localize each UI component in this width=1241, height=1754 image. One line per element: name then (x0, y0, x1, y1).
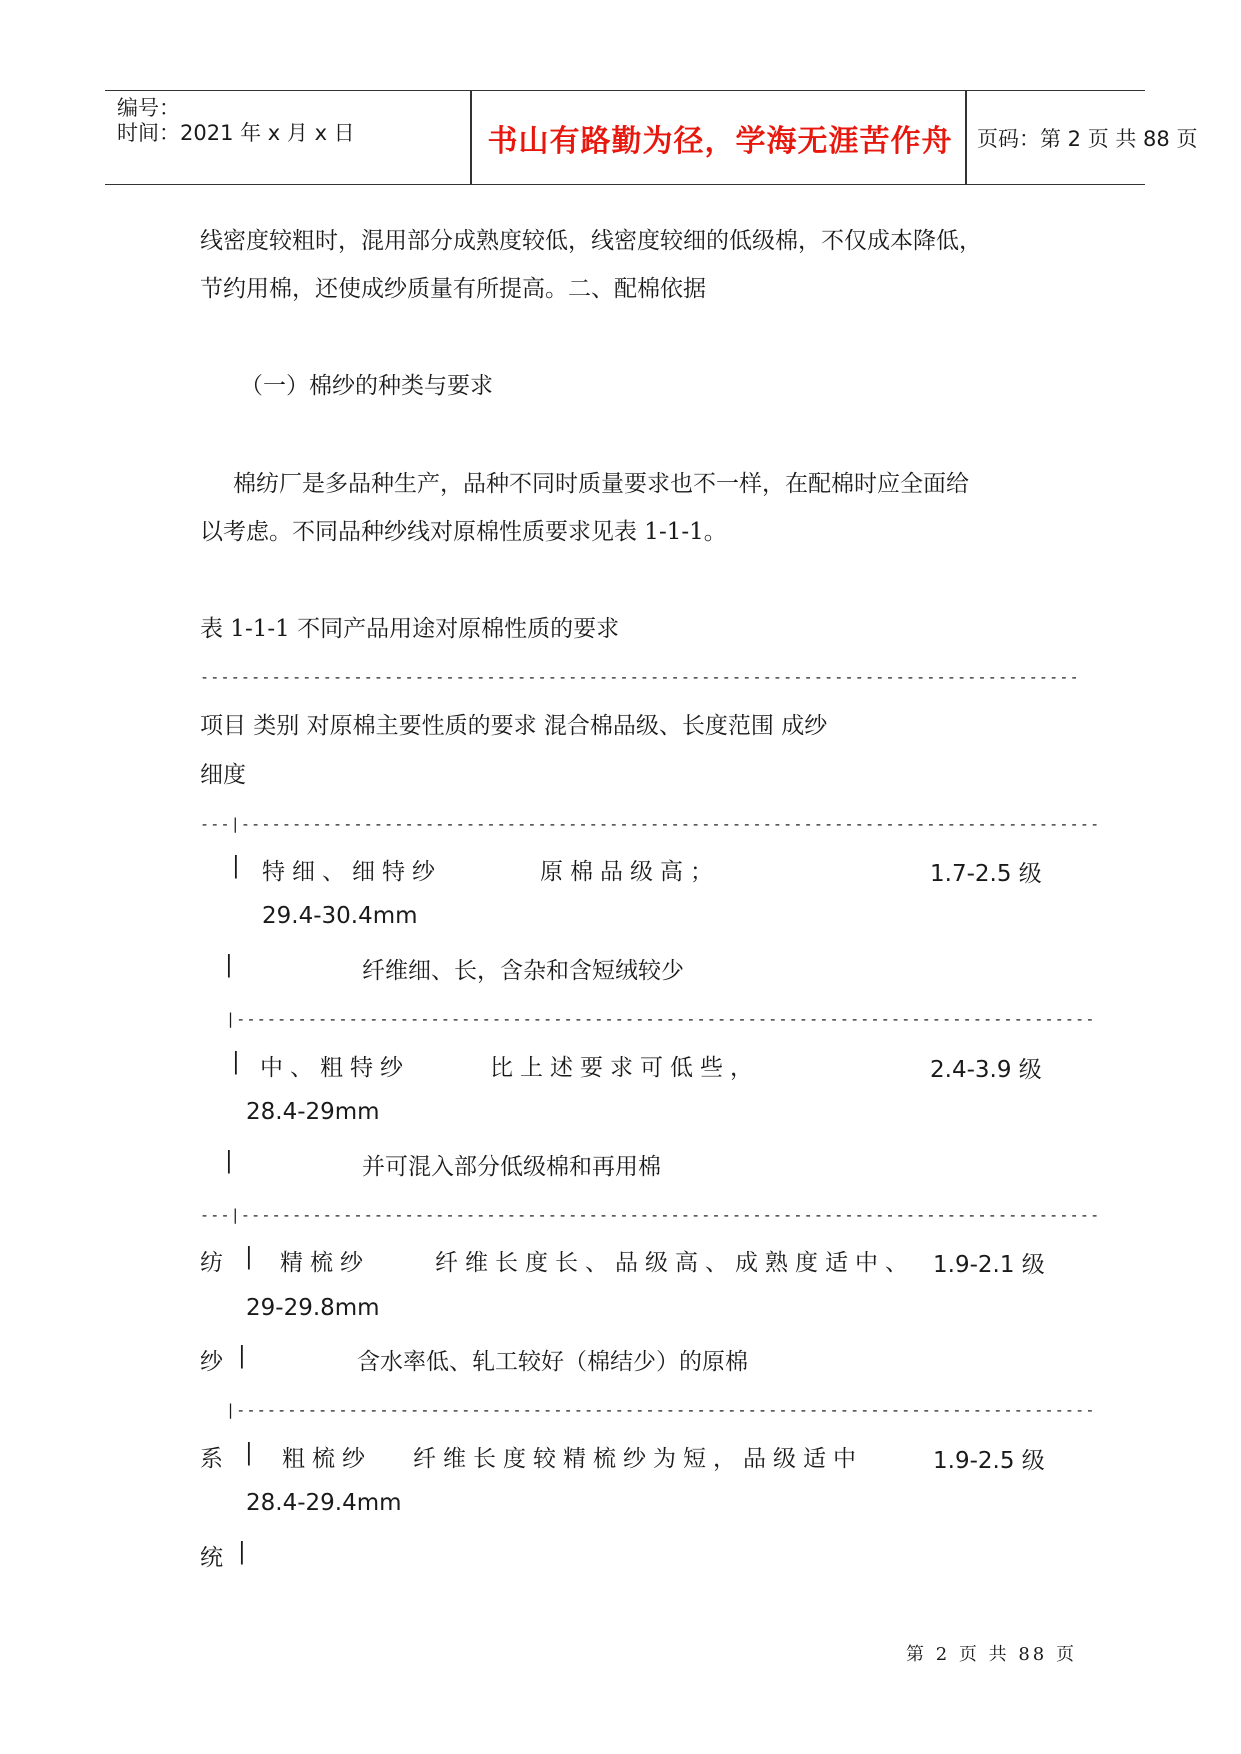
table-row-2b-requirement: 并可混入部分低级棉和再用棉 (362, 1154, 661, 1180)
document-time: 时间：2021 年 x 月 x 日 (117, 121, 355, 145)
table-row-2-type: 中、粗特纱 (260, 1055, 410, 1081)
table-row-4-item: 系 (200, 1446, 223, 1472)
table-rule-d: |------------------------------------------------------------------------------------ (226, 1401, 1096, 1419)
table-row-3b-item: 纱 (200, 1349, 223, 1375)
table-rule-c: ---|------------------------------------------------------------------------------------ (200, 1206, 1101, 1224)
paragraph-2-line-1: 棉纺厂是多品种生产，品种不同时质量要求也不一样，在配棉时应全面给 (233, 471, 969, 497)
table-row-2-grade: 2.4-3.9 级 (930, 1057, 1042, 1083)
table-row-4-length: 28.4-29.4mm (246, 1490, 402, 1516)
table-header-line-1: 项目 类别 对原棉主要性质的要求 混合棉品级、长度范围 成纱 (200, 713, 828, 739)
table-rule-b: |------------------------------------------------------------------------------------ (226, 1010, 1096, 1028)
table-rule-a: ---|------------------------------------------------------------------------------------ (200, 815, 1101, 833)
table-caption: 表 1-1-1 不同产品用途对原棉性质的要求 (200, 616, 620, 642)
table-header-line-2: 细度 (200, 762, 246, 788)
table-row-1b-bar: | (225, 952, 233, 978)
section-title: （一）棉纱的种类与要求 (240, 373, 493, 399)
table-row-3-requirement: 纤维长度长、品级高、成熟度适中、 (435, 1250, 915, 1276)
table-row-1-bar: | (232, 853, 240, 879)
page-header (105, 90, 1198, 185)
paragraph-2-line-2: 以考虑。不同品种纱线对原棉性质要求见表 1-1-1。 (200, 519, 727, 545)
table-row-2b-bar: | (225, 1148, 233, 1174)
table-row-2-bar: | (232, 1049, 240, 1075)
header-meta (117, 91, 472, 184)
table-row-3b-bar: | (238, 1343, 246, 1369)
table-row-3-type: 精梳纱 (280, 1250, 370, 1276)
table-row-2-requirement: 比上述要求可低些， (490, 1055, 760, 1081)
paragraph-1-line-2: 节约用棉，还使成纱质量有所提高。二、配棉依据 (200, 276, 706, 302)
table-row-3-length: 29-29.8mm (246, 1295, 380, 1321)
table-row-3-bar: | (245, 1244, 253, 1270)
table-row-4b-bar: | (238, 1539, 246, 1565)
table-row-1-type: 特细、细特纱 (262, 859, 442, 885)
table-row-3-grade: 1.9-2.1 级 (933, 1252, 1045, 1278)
table-row-1-length: 29.4-30.4mm (262, 903, 418, 929)
table-row-4-grade: 1.9-2.5 级 (933, 1448, 1045, 1474)
table-row-4b-item: 统 (200, 1545, 223, 1571)
table-rule-top: -------------------------------------------------------------------------------------- (200, 668, 1080, 686)
paragraph-1-line-1: 线密度较粗时，混用部分成熟度较低，线密度较细的低级棉，不仅成本降低， (200, 228, 982, 254)
table-row-1b-requirement: 纤维细、长，含杂和含短绒较少 (362, 958, 684, 984)
table-row-1-grade: 1.7-2.5 级 (930, 861, 1042, 887)
header-page-code: 页码：第 2 页 共 88 页 (977, 126, 1198, 151)
table-row-3-item: 纺 (200, 1250, 223, 1276)
header-divider-left (470, 91, 472, 184)
table-row-4-bar: | (245, 1440, 253, 1466)
page-footer: 第 2 页 共 88 页 (906, 1644, 1077, 1665)
table-row-4-requirement: 纤维长度较精梳纱为短，品级适中 (413, 1446, 863, 1472)
table-row-4-type: 粗梳纱 (282, 1446, 372, 1472)
document-number-label: 编号： (117, 96, 180, 120)
table-row-3b-requirement: 含水率低、轧工较好（棉结少）的原棉 (357, 1349, 748, 1375)
table-row-2-length: 28.4-29mm (246, 1099, 380, 1125)
header-motto: 书山有路勤为径，学海无涯苦作舟 (487, 123, 953, 159)
table-row-1-requirement: 原棉品级高； (540, 859, 720, 885)
header-divider-right (965, 91, 967, 184)
